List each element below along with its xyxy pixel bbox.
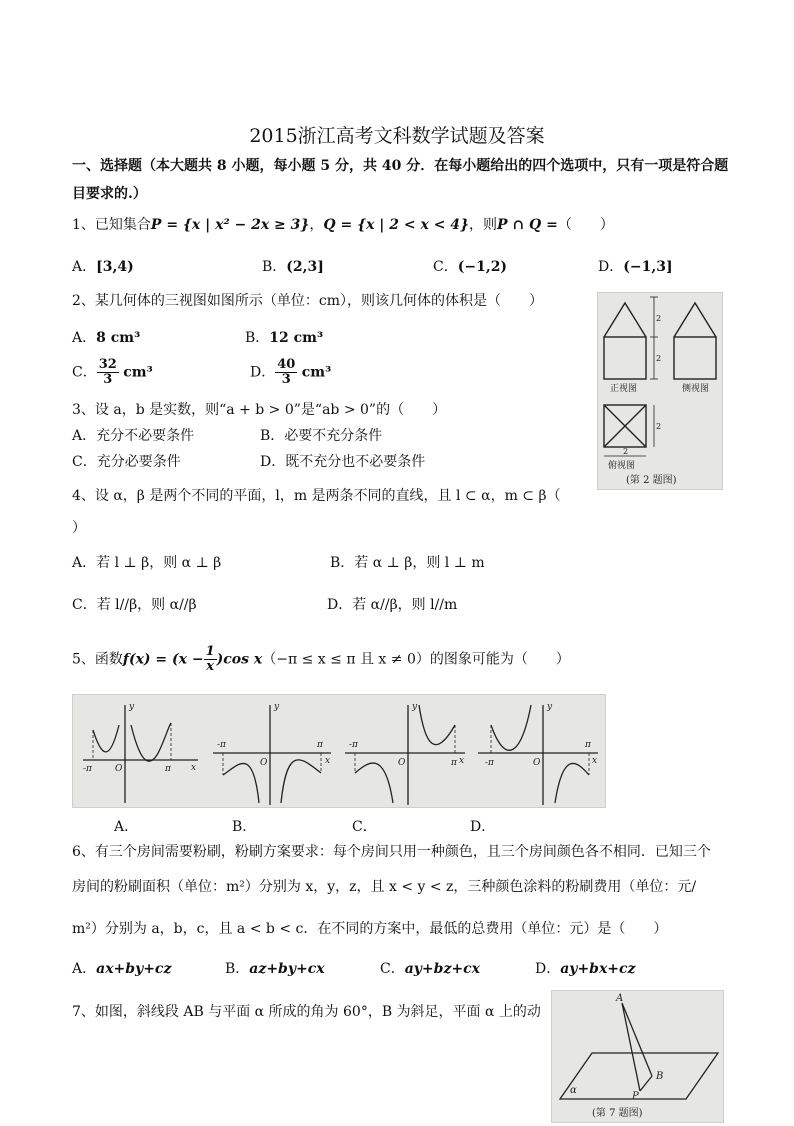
- graph-a-y-label: y: [129, 702, 135, 712]
- three-view-drawing: [598, 293, 722, 489]
- top-view-label: 俯视图: [608, 461, 636, 471]
- q3-option-a[interactable]: A．充分不必要条件: [72, 428, 195, 444]
- graph-a-x-label: x: [191, 763, 197, 773]
- question-4-stem-line1: 4、设 α，β 是两个不同的平面，l，m 是两条不同的直线，且 l ⊂ α，m ⊂ β（: [72, 488, 561, 504]
- q5-option-a[interactable]: A．: [114, 819, 139, 835]
- q2-option-a[interactable]: A．8 cm³: [72, 330, 141, 346]
- q2-three-view-figure: [597, 292, 723, 490]
- q6-option-a[interactable]: A．ax+by+cz: [72, 961, 172, 977]
- q7-plane-drawing: [552, 991, 723, 1122]
- q1-expr: P ∩ Q =: [497, 217, 558, 233]
- graph-c-neg-pi: -π: [349, 740, 358, 750]
- q7-figure: [551, 990, 724, 1123]
- q1-option-d[interactable]: D．(−1,3]: [598, 259, 673, 275]
- graph-d-neg-pi: -π: [485, 758, 494, 768]
- q4-option-b[interactable]: B．若 α ⊥ β，则 l ⊥ m: [330, 555, 485, 571]
- q1-paren: （ ）: [557, 217, 614, 233]
- q4-option-a[interactable]: A．若 l ⊥ β，则 α ⊥ β: [72, 555, 222, 571]
- q1-option-b[interactable]: B．(2,3]: [262, 259, 324, 275]
- q2-option-d[interactable]: D． $\frac{40}{3}$ cm³: [250, 357, 332, 387]
- graph-d-x-label: x: [592, 756, 598, 766]
- section-heading-line2: 目要求的.）: [72, 186, 147, 202]
- dim-label-2a: 2: [656, 314, 662, 323]
- graph-a-origin: O: [115, 764, 123, 774]
- question-5-stem: 5、函数f(x) = (x − $\frac{1}{x}$ )cos x（−π ≤ x ≤ π 且 x ≠ 0）的图象可能为（ ）: [72, 644, 570, 674]
- section-heading-line1: 一、选择题（本大题共 8 小题，每小题 5 分，共 40 分．在每小题给出的四个选项中，只有一项是符合题: [72, 158, 729, 174]
- graph-d-pi: π: [585, 740, 591, 750]
- graph-b-x-label: x: [325, 756, 331, 766]
- q2-figure-caption: (第 2 题图): [626, 475, 677, 486]
- point-a-label: A: [616, 993, 624, 1004]
- question-3-stem: 3、设 a，b 是实数，则“a + b > 0”是“ab > 0”的（ ）: [72, 402, 447, 418]
- graph-c-y-label: y: [412, 702, 418, 712]
- graph-a-pi: π: [165, 764, 171, 774]
- q5-option-c[interactable]: C．: [352, 819, 377, 835]
- q3-option-c[interactable]: C．充分必要条件: [72, 454, 181, 470]
- q5-option-d[interactable]: D．: [470, 819, 496, 835]
- question-6-line3: m²）分别为 a，b，c，且 a < b < c．在不同的方案中，最低的总费用（单位：元）是（ ）: [72, 921, 668, 937]
- graph-b-neg-pi: -π: [217, 740, 226, 750]
- plane-alpha-label: α: [570, 1085, 577, 1096]
- point-p-label: P: [632, 1091, 639, 1102]
- q1-lead: 1、已知集合: [72, 217, 151, 233]
- q3-option-d[interactable]: D．既不充分也不必要条件: [260, 454, 426, 470]
- side-view-label: 侧视图: [682, 384, 710, 394]
- question-7-stem: 7、如图，斜线段 AB 与平面 α 所成的角为 60°，B 为斜足，平面 α 上的动: [72, 1004, 541, 1020]
- q6-option-b[interactable]: B．az+by+cx: [225, 961, 325, 977]
- graph-b-y-label: y: [274, 702, 280, 712]
- question-6-line2: 房间的粉刷面积（单位：m²）分别为 x，y，z，且 x < y < z，三种颜色涂料的粉刷费用（单位：元/: [72, 879, 697, 895]
- q1-option-a[interactable]: A．[3,4): [72, 259, 134, 275]
- q1-tail: ，则: [469, 217, 498, 233]
- question-2-stem: 2、某几何体的三视图如图所示（单位：cm），则该几何体的体积是（ ）: [72, 293, 544, 309]
- q7-figure-caption: (第 7 题图): [592, 1108, 643, 1119]
- q2-option-b[interactable]: B．12 cm³: [245, 330, 324, 346]
- q6-option-d[interactable]: D．ay+bx+cz: [535, 961, 636, 977]
- point-b-label: B: [656, 1071, 664, 1082]
- graph-d-y-label: y: [547, 702, 553, 712]
- graph-c-origin: O: [398, 758, 406, 768]
- dim-label-2d: 2: [623, 447, 629, 456]
- graph-b-origin: O: [260, 758, 268, 768]
- q4-option-c[interactable]: C．若 l//β，则 α//β: [72, 597, 197, 613]
- page-title: 2015浙江高考文科数学试题及答案: [249, 125, 545, 147]
- q5-graphs-figure: [72, 694, 606, 808]
- front-view-label: 正视图: [610, 384, 638, 394]
- dim-label-2b: 2: [656, 354, 662, 363]
- q3-option-b[interactable]: B．必要不充分条件: [260, 428, 383, 444]
- q4-option-d[interactable]: D．若 α//β，则 l//m: [327, 597, 458, 613]
- q5-option-b[interactable]: B．: [232, 819, 257, 835]
- q1-sep: ，: [309, 217, 324, 233]
- q5-graphs-drawing: [73, 695, 605, 807]
- graph-b-pi: π: [317, 740, 323, 750]
- graph-d-origin: O: [533, 758, 541, 768]
- graph-c-pi: π: [451, 758, 457, 768]
- graph-a-neg-pi: -π: [83, 764, 92, 774]
- q6-option-c[interactable]: C．ay+bz+cx: [380, 961, 480, 977]
- graph-c-x-label: x: [459, 756, 465, 766]
- q2-option-c[interactable]: C． $\frac{32}{3}$ cm³: [72, 357, 153, 387]
- question-6-line1: 6、有三个房间需要粉刷，粉刷方案要求：每个房间只用一种颜色，且三个房间颜色各不相同．已知三个: [72, 844, 711, 860]
- dim-label-2c: 2: [656, 422, 662, 431]
- q1-set-q: Q = {x | 2 < x < 4}: [323, 217, 470, 233]
- question-4-stem-line2: ）: [72, 520, 86, 536]
- q1-option-c[interactable]: C．(−1,2): [433, 259, 508, 275]
- q1-set-p: P = {x | x² − 2x ≥ 3}: [150, 217, 310, 233]
- question-1-stem: [72, 216, 614, 234]
